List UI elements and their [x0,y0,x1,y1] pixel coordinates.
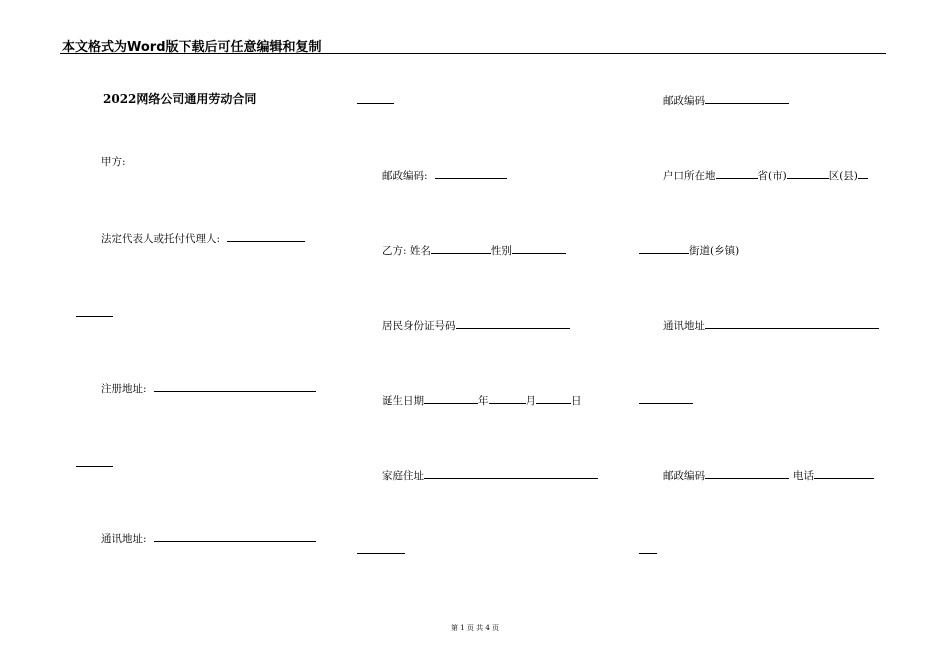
mailing-address-blank[interactable] [154,531,316,542]
id-number-label: 居民身份证号码 [382,320,456,332]
party-b-gender-blank[interactable] [512,243,566,254]
party-b-name-label: 乙方: 姓名 [382,245,431,257]
birth-day-label: 日 [571,395,582,407]
party-a-postal-row [382,168,507,182]
legal-rep-blank[interactable] [227,231,305,242]
party-b-name-row [382,243,566,257]
birth-year-label: 年 [478,395,489,407]
street-row [639,243,739,257]
district-tail-blank[interactable] [858,168,868,179]
page-footer: 第 1 页 共 4 页 [450,624,500,632]
birth-date-label: 诞生日期 [382,395,424,407]
party-b-postal-2-label: 邮政编码 [663,470,705,482]
street-blank[interactable] [639,243,689,254]
party-b-postal-blank[interactable] [705,93,789,104]
registered-address-label: 注册地址: [101,383,147,395]
party-b-mailing-blank[interactable] [705,318,879,329]
id-number-row [382,318,570,332]
birth-month-blank[interactable] [489,393,526,404]
party-b-mailing-label: 通讯地址 [663,320,705,332]
registered-address-blank[interactable] [154,381,316,392]
district-blank[interactable] [787,168,829,179]
contract-title: 2022网络公司通用劳动合同 [103,92,257,106]
home-address-label: 家庭住址 [382,470,424,482]
blank-line[interactable] [639,393,693,404]
household-label: 户口所在地 [663,170,716,182]
blank-line[interactable] [639,543,657,554]
blank-line[interactable] [357,543,405,554]
legal-rep-blank-continued[interactable] [76,306,113,320]
party-b-mailing-row [663,318,879,332]
party-b-postal-2-blank[interactable] [705,468,789,479]
id-number-blank[interactable] [456,318,570,329]
legal-rep-label: 法定代表人或托付代理人: [101,233,221,245]
home-address-blank-continued[interactable] [357,543,405,557]
party-a-postal-label: 邮政编码: [382,170,428,182]
column2-blank-top[interactable] [357,93,394,107]
blank-line[interactable] [76,306,113,317]
district-label: 区(县) [828,170,858,182]
phone-blank[interactable] [814,468,874,479]
mailing-address-label: 通讯地址: [101,533,147,545]
birth-month-label: 月 [525,395,536,407]
blank-line[interactable] [357,93,394,104]
registered-address-blank-continued[interactable] [76,456,113,470]
household-row [663,168,868,182]
blank-line[interactable] [76,456,113,467]
phone-label: 电话 [793,470,814,482]
birth-year-blank[interactable] [424,393,478,404]
province-label: 省(市) [757,170,787,182]
party-b-name-blank[interactable] [431,243,491,254]
party-a-postal-blank[interactable] [435,168,507,179]
registered-address-row [101,381,316,395]
header-text: 本文格式为Word版下载后可任意编辑和复制 [62,40,322,55]
party-b-postal-row [663,93,789,107]
province-blank[interactable] [716,168,758,179]
mailing-address-row [101,531,316,545]
birth-day-blank[interactable] [536,393,571,404]
legal-rep-row [101,231,305,245]
party-b-postal-label: 邮政编码 [663,95,705,107]
party-b-gender-label: 性别 [490,245,512,257]
street-label: 街道(乡镇) [689,245,740,257]
phone-blank-continued[interactable] [639,543,657,557]
birth-date-row [382,393,582,407]
header-rule [60,53,886,54]
party-a-label: 甲方: [101,156,126,168]
home-address-row [382,468,598,482]
postal-phone-row [663,468,874,482]
party-b-mailing-blank-continued[interactable] [639,393,693,407]
home-address-blank[interactable] [424,468,598,479]
